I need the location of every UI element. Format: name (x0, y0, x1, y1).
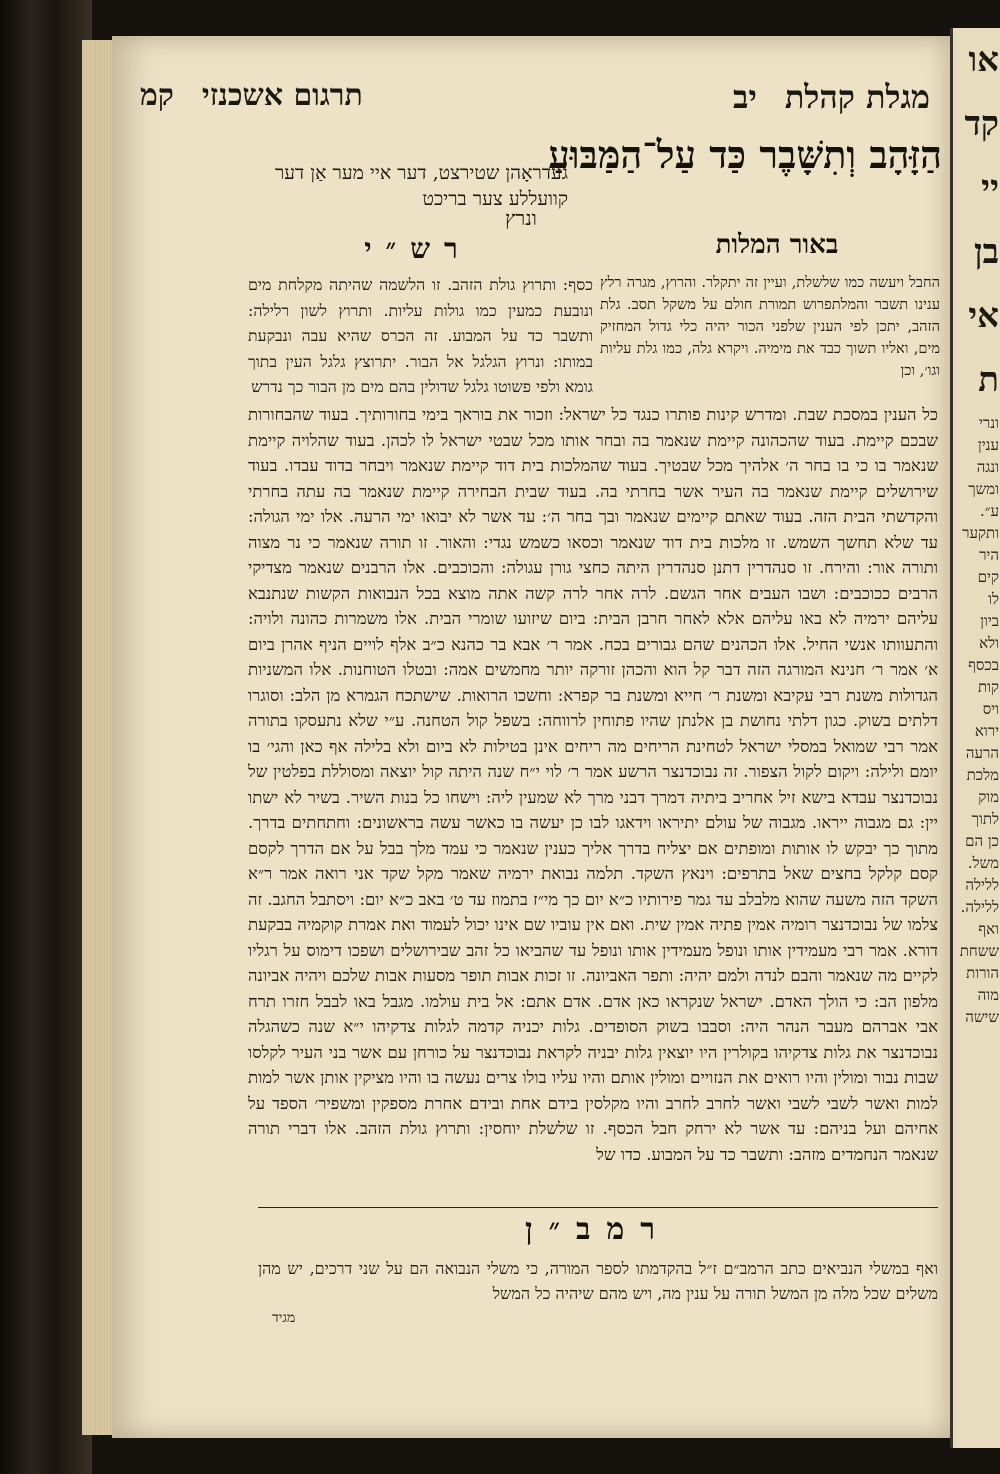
facing-page-fragment-small: ששחת (959, 942, 999, 960)
facing-page-fragment: או (968, 40, 999, 80)
facing-page-fragment-small: מוק (978, 788, 999, 806)
facing-page-large-text (953, 28, 1000, 412)
facing-page-fragment-small: ונרי (978, 414, 999, 432)
facing-page-fragment-small: בכסף (968, 656, 999, 674)
facing-page-fragment-small: ולא (979, 634, 999, 652)
facing-page-fragment-small: משל. (967, 854, 999, 872)
header-right-number: יב (733, 78, 757, 116)
ramban-title: רמב״ן (524, 1212, 672, 1247)
facing-page-fragment-small: הורות (966, 964, 999, 982)
facing-page-fragment-small: ללילה (965, 876, 999, 894)
catchword: מגיד (272, 1310, 296, 1326)
facing-page-fragment-small: ואף (978, 920, 999, 938)
section-divider (258, 1207, 938, 1208)
facing-page-fragment-small: הרעה (965, 744, 999, 762)
facing-page-fragment-small: ע״. (980, 502, 999, 520)
facing-page-fragment-small: ביון (980, 612, 999, 630)
rashi-title: רש״י (364, 232, 472, 265)
facing-page-fragment-small: ונגה (976, 458, 999, 476)
facing-page-fragment-small: מוה (977, 986, 999, 1004)
facing-page-fragment-small: ומשך (968, 480, 999, 498)
targum-translation: געדראָהן שטירצט, דער איי מער אַן דער קוועללע צער בריכט (274, 162, 568, 210)
page-edges (82, 40, 112, 1435)
biur-title: באור המלות (715, 230, 839, 260)
ramban-commentary: ואף במשלי הנביאים כתב הרמב״ם ז״ל בהקדמתו לספר המורה, כי משלי הנבואה הם על שני דרכים, יש מהן משלים שכל מלה מן המשל תורה על ענין מה, ויש מהם שיהיה כל המשל (258, 1259, 938, 1303)
facing-page-fragment: ת (978, 360, 999, 400)
facing-page-fragment-small: לו (988, 590, 999, 608)
header-right-title: מגלת קהלת (784, 78, 930, 116)
rashi-commentary: כל הענין במסכת שבת. ומדרש קינות פותרו כנגד כל ישראל: וזכור את בוראך בימי בחורותיך. בעוד שהבחורות שבכם קיימת. בעוד שהכהונה קיימת שנאמר בה ובחר אותו מכל שבטי ישראל לו לכהן. בעוד שהלויה קיימת שנאמר בו כי בו בחר ה׳ אלהיך מכל שבטיך. בעוד שהמלכות בית דוד קיימת שנאמר ויבחר בדוד עבדו. בעוד שירושלים קיימת שנאמר בה העיר אשר בחרתי בה. בעוד שבית הבחירה קיימת שנאמר בה עתה בחרתי והקדשתי הבית הזה. בעוד שאתם קיימים שנאמר ובך בחר ה׳: עד אשר לא יבואו ימי הרעה. אלו ימי הגולה: עד שלא תחשך השמש. זו מלכות בית דוד שנאמר וכסאו כשמש נגדי: והאור. זו תורה שנאמר כי נר מצוה ותורה אור: והירח. זו סנהדרין דתנן סנהדרין היתה כחצי גורן עגולה: והכוכבים. אלו הרבנים שנאמר מצדיקי הרבים ככוכבים: ושבו העבים אחר הגשם. לרה אחר לרה קשה אתה מוצא בכל הנבואות הקשות שנתנבא עליהם ירמיה לא באו עליהם אלא לאחר חרבן הבית: ביום שיזועו שומרי הבית. אלו משמרות כהונה ולויה: והתעוותו אנשי החיל. אלו הכהנים שהם גבורים בכח. אמר ר׳ אבא בר כהנא כ״ב אלף לויים הניף אהרן ביום א׳ אמר ר׳ חנינא המורגה הזה דבר קל הוא והכהן זורקה יותר מחמשים אמה: ובטלו הטוחנות. אלו המשניות הגדולות משנת רבי עקיבא ומשנת ר׳ חייא ומשנת בר קפרא: וחשכו הרואות. שישתכח הגמרא מן הלב: וסוגרו דלתים בשוק. כגון דלתי נחושת בן אלנתן שהיו פתוחין לרווחה: בשפל קול הטחנה. ע״י שלא נתעסקו בתורה אמר רבי שמואל במסלי ישראל לטחינת הריחים מה ריחים אינן בטילות לא ביום ולא בלילה אף כאן והגי׳ בו יומם ולילה: ויקום לקול הצפור. זה נבוכדנצר הרשע אמר ר׳ לוי י״ח שנה היתה קול יוצאה ומסוללת בפלטין של נבוכדנצר עבדא בישא זיל אחריב ביתיה דמרך דבני מרך לא שמעין ליה: וישחו כל בנות השיר. בשיר לא ישתו יין: גם מגבוה ייראו. מגבוה של עולם יתיראו וידאגו לבו כן יעשה בו כאשר עשה בראשונים: וחתחתים בדרך. מתוך כך יבקש לו אותות ומופתים אם יצליח בדרך אליך כענין שנאמר כי עמד מלך בבל על אם הדרך לקסם קסם קלקל בחצים שאל בתרפים: וינאץ השקד. תלמה נבואת ירמיה שאמר מקל שקד אני רואה אמר ר״א השקד הזה משעה שהוא מלבלב עד גמר פירותיו כ״א יום כך מי״ז בתמוז עד ט׳ באב כ״א יום: ויסתבל החגב. זה צלמו של נבוכדנצר רומיה אמין פתיה אמין שית. ואם אין עוביו שם אינו יכול לעמוד ואת אמרת קוקמיה בבקעת דורא. אמר רבי מעמידין אותו ונופל מעמידין אותו ונופל עד שהביאו כל זהב שבירושלים ושפכו דימוס על רגליו לקיים מה שנאמר והבם לנדה ולמם יהיה: ותפר האביונה. זו זכות אבות תופר מסעות אבות שלכם ויהיה אביונה מלפון הב: כי הולך האדם. ישראל שנקראו כאן אדם. אדם אתם: אל בית עולמו. מגבל באו לבבל חזרו תרח אבי אברהם מעבר הנהר היה: וסבבו בשוק הסופדים. גלות יכניה קדמה לגלות צדקיהו י״א שנה כשהגלה נבוכדנצר את גלות צדקיהו בקולרין היו יוצאין גלות יבניה לקראת נבוכדנצר על כורחן עם אשר בני העיר לקלסו שבות נבור ומולין והיו רואים את הנזויים ומולין אותם והיו עליו בולו צרים נעשה בו והיו מציקין אותן אשר למות למות ואשר לשבי לשבי ואשר לחרב לחרב והיו מקלסין בידם אחת ובידם אחרת מספקין ומשפיר׳ הספד על אחיהם ועל בניהם: עד אשר לא ירחק חבל הכסף. זו שלשלת יוחסין: ותרוץ גולת הזהב. אלו דברי תורה שנאמר הנחמדים מזהב: ותשבר כד על המבוע. כדו של (248, 405, 938, 1164)
facing-page-fragment: אי (968, 296, 999, 336)
targum-tail: ונרץ (505, 206, 537, 230)
facing-page-fragment-small: קים (977, 568, 999, 586)
facing-page-fragment-small: ענין (977, 436, 999, 454)
facing-page-fragment-small: כן הם (965, 832, 999, 850)
facing-page-fragment-small: היר (979, 546, 999, 564)
facing-page-fragment-small: קות (977, 678, 999, 696)
facing-page-fragment-small: ויס (982, 700, 999, 718)
book-binding (0, 0, 92, 1474)
facing-page-small-text (953, 412, 1000, 1028)
facing-page-fragment-small: מלכת (966, 766, 999, 784)
facing-page-fragment-small: לתוך (971, 810, 999, 828)
facing-page-fragment-small: ותקער (962, 524, 999, 542)
facing-page-fragment-small: ללילה. (960, 898, 999, 916)
header-left-number: קמ (140, 78, 174, 113)
header-left-title: תרגום אשכנזי (201, 78, 363, 113)
facing-page-fragment: קד (964, 104, 999, 144)
facing-page-fragment: בן (973, 232, 999, 272)
biur-commentary: החבל ויעשה כמו שלשלת, ועיין זה יתקלר. והרוץ, מגרה רלץ ענינו תשבר והמלתפרוש תמורת חולם על משקל תסב. גלת הזהב, יתכן לפי הענין שלפני הכור יהיה כלי גדול המחזיק מים, ואליו תשוך כבד את מימיה. ויקרא גלה, כמו גלת עליות וגו׳, וכן (600, 274, 940, 379)
biblical-verse: הַזָּהָב וְתִשָּׁבֶר כַּד עַל־הַמַּבּוּעַ (548, 132, 942, 177)
facing-page-fragment-small: ירוא (974, 722, 999, 740)
header-right (733, 78, 930, 116)
rashi-column-text: כסף: ותרוץ גולת הזהב. זו הלשמה שהיתה מקלחת מים ונובעת כמעין כמו גולות עליות. ותרוץ לשון רלילה: ותשבר כד על המבוע. זה הכרס שהיא עבה ונבקעת במותו: ונרוץ הגלגל אל הבור. יתרוצץ גלגל העין בתוך גומא ולפי פשוטו גלגל שדולין בהם מים מן הבור כך נדרש (248, 275, 593, 396)
facing-page (950, 28, 1000, 1448)
facing-page-fragment: יי (981, 168, 999, 208)
header-left (140, 78, 363, 113)
facing-page-fragment-small: שישה (965, 1008, 999, 1026)
